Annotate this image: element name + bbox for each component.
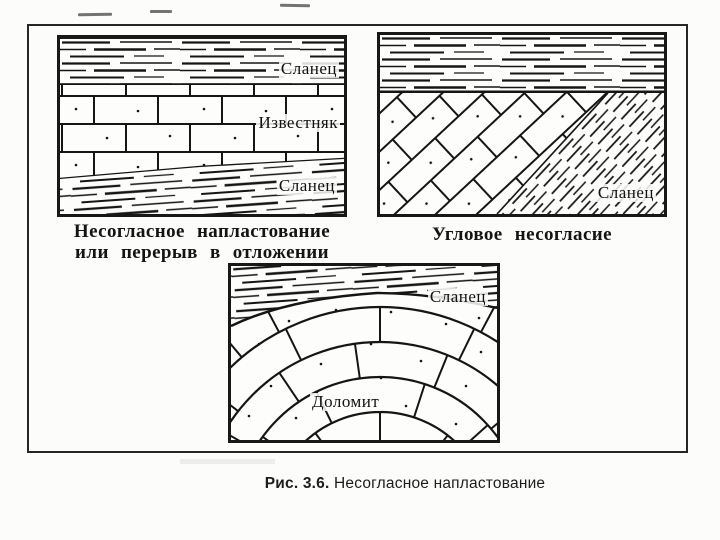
caption-angular-line1: Угловое несогласие: [432, 224, 612, 245]
scan-artifact: [78, 13, 112, 17]
label-shale: Сланец: [597, 183, 654, 202]
label-dolomite: Доломит: [312, 392, 380, 411]
caption-angular-unconformity: [377, 224, 667, 245]
label-limestone: Известняк: [258, 113, 338, 132]
figure-caption-text: Несогласное напластование: [329, 475, 546, 492]
label-shale: Сланец: [429, 287, 486, 306]
label-shale-top: Сланец: [280, 59, 337, 78]
label-shale-bottom: Сланец: [278, 176, 335, 195]
scan-artifact: [150, 10, 172, 13]
scan-noise: [180, 459, 275, 464]
figure-caption-prefix: Рис. 3.6.: [264, 475, 330, 492]
caption-parallel-unconformity: [42, 221, 362, 263]
panel-angular-unconformity: [377, 32, 667, 217]
caption-parallel-line2: или перерыв в отложении: [75, 242, 329, 263]
caption-parallel-line1: Несогласное напластование: [73, 221, 331, 242]
panel-fold-unconformity: [228, 263, 500, 443]
panel-parallel-unconformity: [57, 35, 347, 217]
scan-artifact: [280, 4, 310, 8]
figure-caption: [90, 475, 720, 493]
